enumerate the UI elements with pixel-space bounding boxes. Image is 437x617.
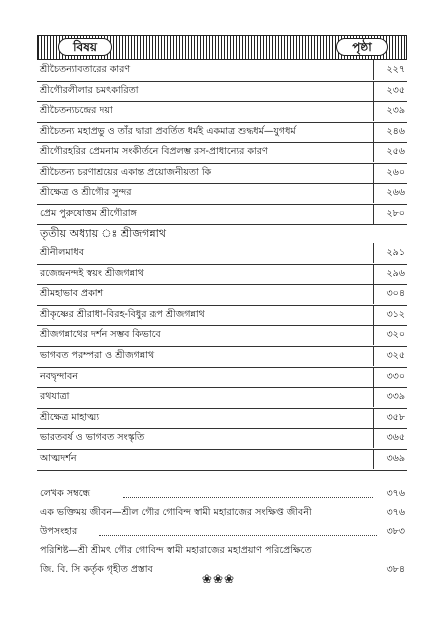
page-column-divider <box>373 142 374 162</box>
toc-entry-page: ৩৮৪ <box>386 564 405 575</box>
page-column-divider <box>373 284 374 304</box>
toc-entry <box>37 412 407 433</box>
toc-entry <box>37 329 407 350</box>
page-column-divider <box>373 81 374 101</box>
toc-entry-title: শ্রীচৈতন্যচন্দ্রের দয়া <box>40 105 113 116</box>
chapter-title: তৃতীয় অধ্যায় ঃ শ্রীজগন্নাথ <box>40 227 166 240</box>
page-heading: পৃষ্ঠা <box>336 38 388 56</box>
page-column-divider <box>373 243 374 263</box>
toc-entry-title: প্রেম পুরুষোত্তম শ্রীগৌরাঙ্গ <box>40 207 137 219</box>
chapter-heading <box>37 226 407 242</box>
ornament: ❀❀❀ <box>201 572 236 586</box>
page-column-divider <box>373 101 374 121</box>
toc-entry-page: ২৫৬ <box>386 146 405 157</box>
toc-entry-title: লেখক সম্বন্ধে <box>40 488 91 499</box>
toc-entry-page: ৩৭৬ <box>386 507 405 518</box>
toc-entry-title: শ্রীচৈতন্য মহাপ্রভু ও তাঁর দ্বারা প্রবর্তিত ধর্মই একমাত্র শুদ্ধধর্ম—যুগধর্ম <box>40 125 296 137</box>
toc-entry-title: শ্রীচৈতন্য চরণাশ্রয়ের একান্ত প্রয়োজনীয়তা কি <box>40 166 212 178</box>
row-rule <box>37 163 407 164</box>
page-column-divider <box>373 204 374 224</box>
toc-entry-page: ৩৬৯ <box>386 453 405 464</box>
row-rule <box>37 387 407 388</box>
toc-entry <box>37 350 407 371</box>
toc-entry-title: রজেন্দ্রনন্দই স্বয়ং শ্রীজগন্নাথ <box>40 267 144 279</box>
toc-entry-page: ৩৬৫ <box>386 432 405 444</box>
row-rule <box>37 101 407 102</box>
page-column-divider <box>373 449 374 469</box>
toc-entry-title: আত্মদর্শন <box>40 453 77 464</box>
dotted-leader <box>99 535 377 536</box>
toc-entry <box>37 187 407 208</box>
toc-entry <box>37 105 407 126</box>
page-column-divider <box>373 60 374 80</box>
row-rule <box>37 470 407 471</box>
row-rule <box>37 284 407 285</box>
row-rule <box>37 428 407 429</box>
toc-entry-page: ৩৩০ <box>386 370 405 382</box>
toc-entry-page: ৩৮৩ <box>386 526 405 537</box>
toc-entry-title: শ্রীনীলমাধব <box>40 247 84 258</box>
page-column-divider <box>373 387 374 407</box>
toc-entry-page: ২৯৬ <box>386 267 405 279</box>
toc-entry-page: ৩২০ <box>386 329 405 341</box>
subject-heading: বিষয় <box>58 38 112 56</box>
toc-entry <box>37 432 407 453</box>
row-rule <box>37 224 407 225</box>
row-rule <box>37 142 407 143</box>
row-rule <box>37 183 407 184</box>
page-column-divider <box>373 122 374 142</box>
toc-entry <box>37 453 407 474</box>
toc-entry-title: নবদ্বৃন্দাবন <box>40 370 78 382</box>
toc-entry-title: শ্রীগৌরলীলার চমৎকারিতা <box>40 84 139 96</box>
toc-entry <box>37 85 407 106</box>
toc-entry-title: পরিশিষ্ট—শ্রী শ্রীমৎ গৌর গোবিন্দ স্বামী মহারাজের মহাপ্রয়াণ পরিপ্রেক্ষিতে <box>40 545 312 556</box>
toc-entry <box>37 309 407 330</box>
page-column-divider <box>373 325 374 345</box>
toc-entry-page: ৩২৫ <box>386 350 405 361</box>
toc-entry <box>37 146 407 167</box>
toc-entry <box>37 64 407 85</box>
toc-entry-page: ৩০৪ <box>386 288 405 300</box>
page-column-divider <box>373 367 374 387</box>
toc-entry <box>37 488 407 507</box>
row-rule <box>37 449 407 450</box>
toc-entry <box>37 126 407 147</box>
page-column-divider <box>373 264 374 284</box>
toc-entry-title: শ্রীচৈতন্যাবতারের কারণ <box>40 64 131 75</box>
toc-entry-title: ভারতবর্ষ ও ভাগবত সংস্কৃতি <box>40 432 145 444</box>
toc-entry-title: শ্রীজগন্নাথের দর্শন সম্ভব কিভাবে <box>40 329 161 341</box>
toc-entry-page: ৩৩৯ <box>386 391 405 403</box>
toc-entry-title: জি. বি. সি কর্তৃক গৃহীত প্রস্তাব <box>40 564 153 575</box>
page-column-divider <box>373 305 374 325</box>
row-rule <box>37 325 407 326</box>
toc-entry <box>37 247 407 268</box>
toc-entry-page: ৩৭৬ <box>386 488 405 499</box>
toc-entry-title: শ্রীমহাভাব প্রকাশ <box>40 288 104 300</box>
toc-entry-page: ২২৭ <box>386 64 405 75</box>
toc-entry-page: ৩৫৮ <box>386 411 405 423</box>
toc-entry <box>37 208 407 229</box>
toc-entry-title: শ্রীক্ষেত্র ও শ্রীগৌর সুন্দর <box>40 187 132 198</box>
row-rule <box>37 408 407 409</box>
row-rule <box>37 367 407 368</box>
toc-entry <box>37 167 407 188</box>
toc-header-banner <box>37 35 407 60</box>
page-column-divider <box>373 428 374 448</box>
toc-entry-page: ২৩৯ <box>386 105 405 116</box>
toc-entry-page: ৩১২ <box>386 308 405 320</box>
toc-entry-page: ২৮০ <box>386 207 405 219</box>
dotted-leader <box>123 497 373 498</box>
toc-entry <box>37 371 407 392</box>
toc-entry-page: ২৬৬ <box>386 187 405 198</box>
toc-entry-title: শ্রীক্ষেত্র মাহাত্ম্য <box>40 411 100 423</box>
page-column-divider <box>373 163 374 183</box>
toc-entry-page: ২৯১ <box>386 247 405 258</box>
toc-entry-title: উপসংহার <box>40 526 78 537</box>
toc-entry-title: এক ভক্তিময় জীবন—শ্রীল গৌর গোবিন্দ স্বামী মহারাজের সংক্ষিপ্ত জীবনী <box>40 507 312 518</box>
toc-entry <box>37 545 407 564</box>
row-rule <box>37 122 407 123</box>
toc-entry-title: রথযাত্রা <box>40 391 70 403</box>
toc-entry-page: ২৬০ <box>386 166 405 178</box>
toc-entry <box>37 391 407 412</box>
row-rule <box>37 204 407 205</box>
row-rule <box>37 305 407 306</box>
toc-entry <box>37 526 407 545</box>
toc-entry <box>37 288 407 309</box>
toc-entry <box>37 268 407 289</box>
toc-entry-page: ২৩৫ <box>386 84 405 96</box>
toc-entry-title: ভাগবত পরম্পরা ও শ্রীজগন্নাথ <box>40 350 155 361</box>
toc-entry <box>37 507 407 526</box>
row-rule <box>37 264 407 265</box>
toc-entry-page: ২৪৬ <box>386 125 405 137</box>
row-rule <box>37 81 407 82</box>
toc-entry-title: শ্রীগৌরহরির প্রেমনাম সংকীর্তনে বিপ্রলম্ভ রস-প্রাধান্যের কারণ <box>40 146 268 157</box>
page-column-divider <box>373 346 374 366</box>
toc-entry-title: শ্রীকৃষ্ণের শ্রীরাধা-বিরহ-বিধুর রূপ শ্রীজগন্নাথ <box>40 308 205 320</box>
page-column-divider <box>373 408 374 428</box>
row-rule <box>37 346 407 347</box>
page-column-divider <box>373 183 374 203</box>
